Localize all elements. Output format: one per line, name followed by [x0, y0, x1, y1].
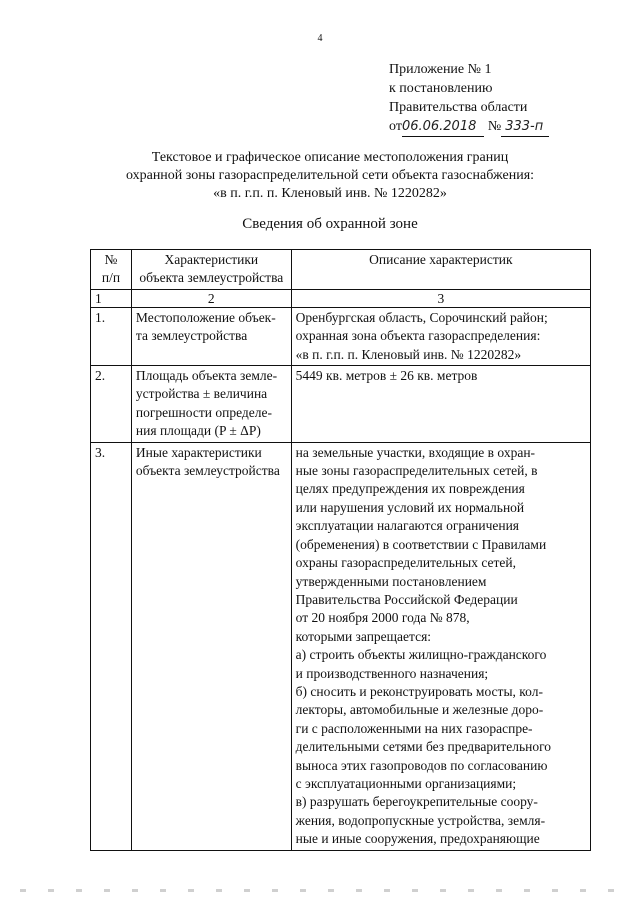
- number-label: №: [487, 119, 502, 134]
- description-line: утвержденными постановлением: [295, 573, 487, 589]
- characteristic-line: погрешности определе-: [135, 404, 272, 420]
- handwritten-date: 06.06.2018: [402, 117, 484, 137]
- title-line-2: охранной зоны газораспределительной сети объекта газоснабжения:: [125, 168, 535, 183]
- description-line: ные и иные сооружения, предохраняющие: [295, 831, 540, 847]
- appendix-line-3: Правительства области: [389, 100, 528, 115]
- appendix-block: [389, 60, 549, 137]
- description-line: лекторы, автомобильные и железные доро-: [295, 702, 544, 718]
- description-line: или нарушения условий их нормальной: [295, 499, 525, 515]
- header-char-line: объекта землеустройства: [139, 270, 284, 286]
- description-line: на земельные участки, входящие в охран-: [295, 444, 536, 460]
- description-line: охранная зона объекта газораспределения:: [295, 328, 541, 344]
- table-row: [91, 366, 591, 443]
- description-line: б) сносить и реконструировать мосты, кол-: [295, 683, 543, 699]
- description-line: ные зоны газораспределительных сетей, в: [295, 463, 538, 479]
- description-line: с эксплуатационными организациями;: [295, 775, 517, 791]
- description-line: «в п. г.п. п. Кленовый инв. № 1220282»: [295, 346, 522, 362]
- description-line: которыми запрещается:: [295, 628, 432, 644]
- appendix-date-line: [389, 117, 549, 137]
- table-header-row: [91, 250, 591, 290]
- description-line: ги с расположенными на них газораспре-: [295, 720, 533, 736]
- characteristic-line: Площадь объекта земле-: [135, 368, 278, 384]
- description-line: от 20 ноября 2000 года № 878,: [295, 610, 470, 626]
- row-number: 1.: [91, 307, 132, 365]
- document-title: [60, 149, 600, 203]
- page-number: 4: [317, 33, 323, 44]
- description-line: целях предупреждения их повреждения: [295, 481, 525, 497]
- header-description: Описание характеристик: [291, 250, 590, 290]
- description-line: (обременения) в соответствии с Правилами: [295, 536, 547, 552]
- appendix-line-1: Приложение № 1: [389, 62, 492, 77]
- description-line: выноса этих газопроводов по согласованию: [295, 757, 548, 773]
- title-line-3: «в п. г.п. п. Кленовый инв. № 1220282»: [213, 186, 447, 201]
- description-line: и производственного назначения;: [295, 665, 489, 681]
- from-label: от: [389, 119, 402, 134]
- description-line: эксплуатации налагаются ограничения: [295, 518, 520, 534]
- header-num-line: №: [104, 252, 118, 267]
- row-description: [291, 366, 590, 443]
- row-number: 3.: [91, 442, 132, 850]
- description-line: Оренбургская область, Сорочинский район;: [295, 309, 548, 325]
- row-description: [291, 307, 590, 365]
- row-description: [291, 442, 590, 850]
- characteristic-line: устройства ± величина: [135, 386, 268, 402]
- section-subtitle: Сведения об охранной зоне: [242, 216, 418, 232]
- row-characteristic: [131, 366, 291, 443]
- row-characteristic: [131, 307, 291, 365]
- description-line: делительными сетями без предварительного: [295, 739, 552, 755]
- description-line: Правительства Российской Федерации: [295, 591, 518, 607]
- handwritten-number: 333-п: [501, 117, 549, 137]
- description-line: 5449 кв. метров ± 26 кв. метров: [295, 368, 478, 384]
- description-line: жения, водопропускные устройства, земля-: [295, 812, 546, 828]
- header-num: [91, 250, 132, 290]
- description-line: а) строить объекты жилищно-гражданского: [295, 647, 547, 663]
- header-num-line: п/п: [101, 270, 121, 286]
- characteristic-line: Местоположение объек-: [135, 309, 276, 325]
- scan-artifact: [20, 889, 620, 892]
- header-characteristics: [131, 250, 291, 290]
- table-row: [91, 307, 591, 365]
- characteristic-line: объекта землеустройства: [135, 463, 280, 479]
- characteristic-line: та землеустройства: [135, 328, 248, 344]
- index-cell: 2: [131, 289, 291, 307]
- row-characteristic: [131, 442, 291, 850]
- table-row: [91, 442, 591, 850]
- index-cell: 3: [291, 289, 590, 307]
- characteristic-line: Иные характеристики: [135, 444, 262, 460]
- header-char-line: Характеристики: [164, 252, 259, 267]
- appendix-line-2: к постановлению: [389, 81, 493, 96]
- protection-zone-table: [90, 249, 591, 851]
- row-number: 2.: [91, 366, 132, 443]
- description-line: в) разрушать берегоукрепительные соору-: [295, 794, 538, 810]
- column-index-row: [91, 289, 591, 307]
- description-line: охраны газораспределительных сетей,: [295, 555, 516, 571]
- title-line-1: Текстовое и графическое описание местоположения границ: [151, 150, 509, 165]
- characteristic-line: ния площади (P ± ΔP): [135, 423, 261, 439]
- index-cell: 1: [91, 289, 132, 307]
